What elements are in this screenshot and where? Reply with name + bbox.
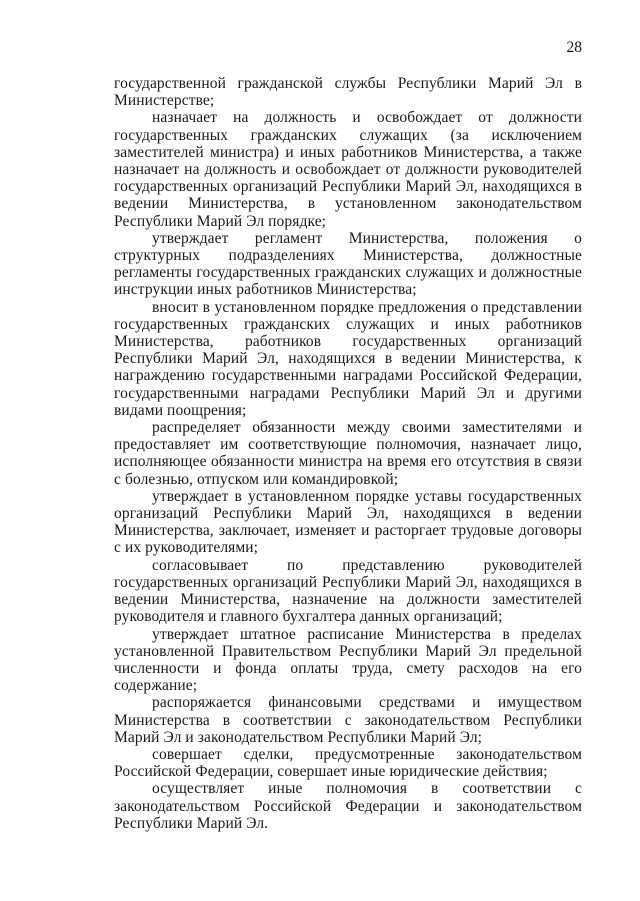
paragraph-transactions: совершает сделки, предусмотренные законодательством Российской Федерации, совершает иные юридические действия; — [114, 745, 582, 781]
paragraph-awards: вносит в установленном порядке предложения о представлении государственных гражданских служащих и иных работников Министерства, работников государственных организаций Республики Марий Эл, находящихся в ведении Министерства, к награждению государственными наградами Российской Федерации, государственными наградами Республики Марий Эл и другими видами поощрения; — [114, 298, 582, 419]
paragraph-regulations: утверждает регламент Министерства, положения о структурных подразделениях Министерства, должностные регламенты государственных гражданских служащих и должностные инструкции иных работников Министерства; — [114, 229, 582, 299]
document-body — [114, 75, 582, 832]
paragraph-duties-distribution: распределяет обязанности между своими заместителями и предоставляет им соответствующие полномочия, назначает лицо, исполняющее обязанности министра на время его отсутствия в связи с болезнью, отпуском или командировкой; — [114, 419, 582, 488]
paragraph-other-powers: осуществляет иные полномочия в соответствии с законодательством Российской Федерации и законодательством Республики Марий Эл. — [114, 780, 582, 832]
paragraph-charters: утверждает в установленном порядке уставы государственных организаций Республики Марий Эл, находящихся в ведении Министерства, заключает, изменяет и расторгает трудовые договоры с их руководителями; — [114, 487, 582, 557]
paragraph-deputy-approval: согласовывает по представлению руководителей государственных организаций Республики Марий Эл, находящихся в ведении Министерства, назначение на должности заместителей руководителя и главного бухгалтера данных организаций; — [114, 556, 582, 626]
paragraph-continuation: государственной гражданской службы Республики Марий Эл в Министерстве; — [114, 75, 582, 110]
paragraph-staffing: утверждает штатное расписание Министерства в пределах установленной Правительством Республики Марий Эл предельной численности и фонда оплаты труда, смету расходов на его содержание; — [114, 625, 582, 695]
paragraph-finances: распоряжается финансовыми средствами и имуществом Министерства в соответствии с законодательством Республики Марий Эл и законодательством Республики Марий Эл; — [114, 694, 582, 746]
page-number: 28 — [566, 39, 582, 56]
paragraph-appointment: назначает на должность и освобождает от должности государственных гражданских служащих (за исключением заместителей министра) и иных работников Министерства, а также назначает на должность и освобождает от должности руководителей государственных организаций Республики Марий Эл, находящихся в ведении Министерства, в установленном законодательством Республики Марий Эл порядке; — [114, 109, 582, 230]
